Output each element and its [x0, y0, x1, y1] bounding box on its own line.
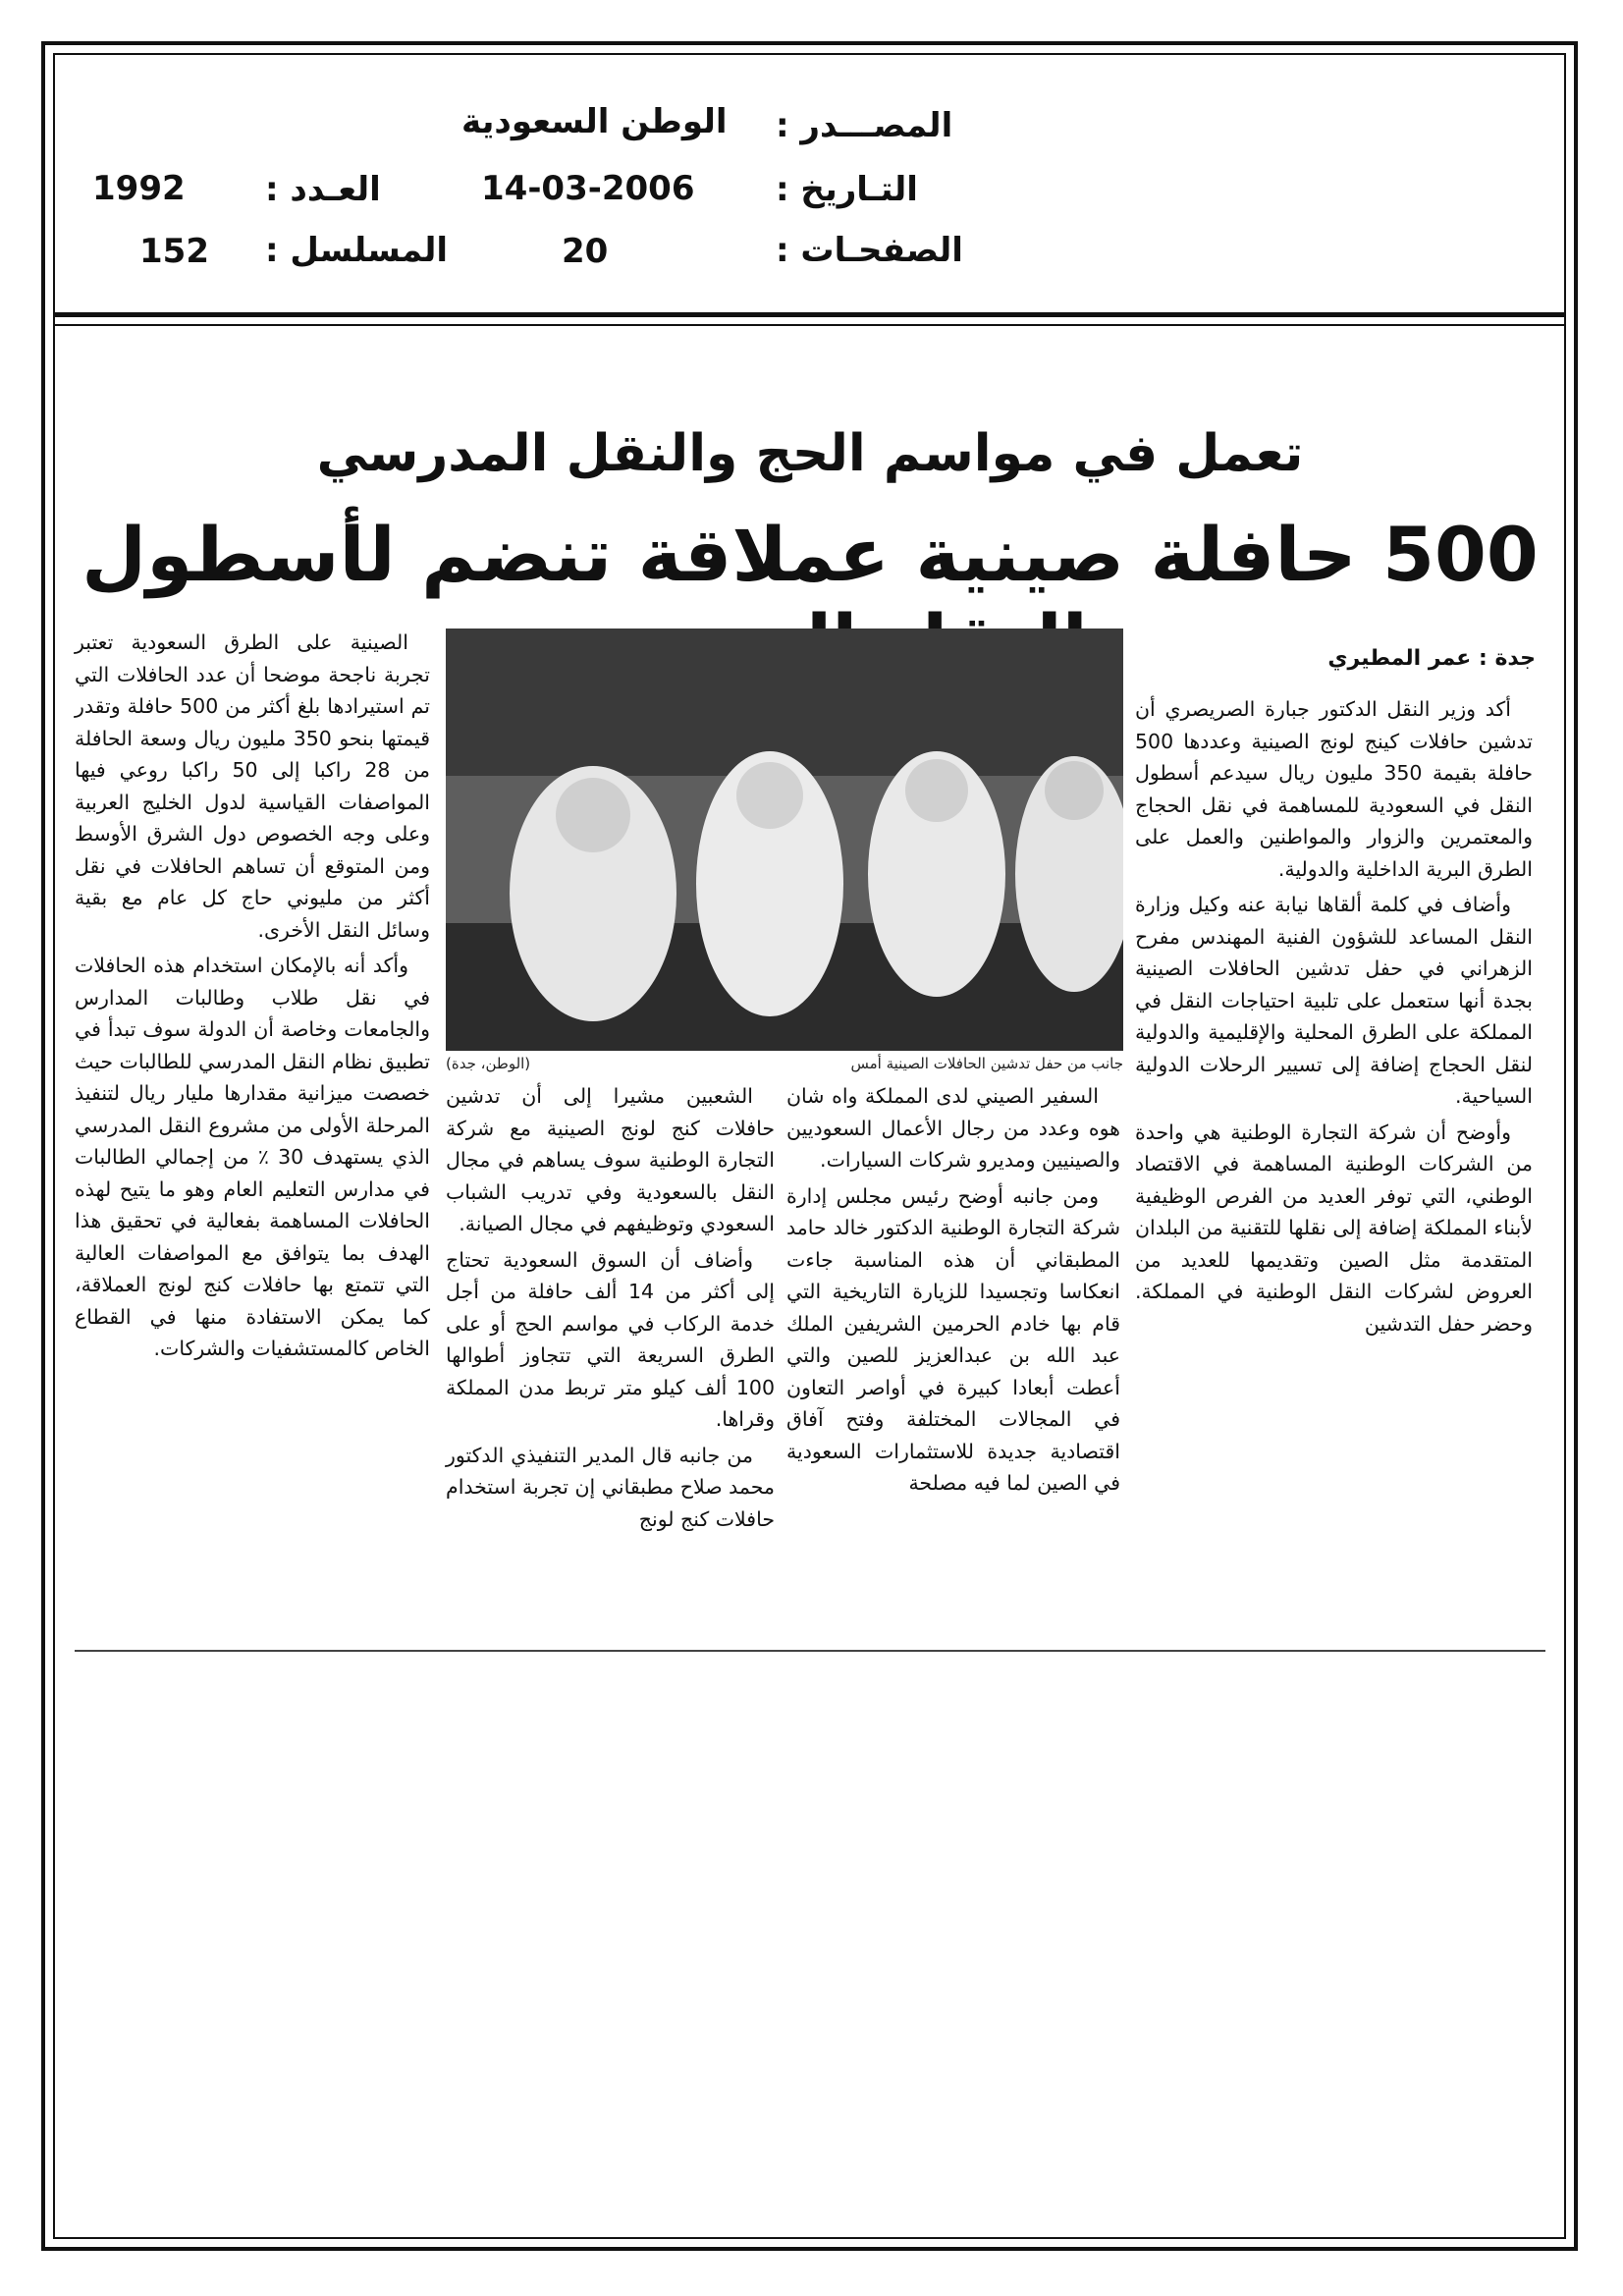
paragraph: ومن جانبه أوضح رئيس مجلس إدارة شركة التجارة الوطنية الدكتور خالد حامد المطبقاني أن هذه المناسبة جاءت انعكاسا وتجسيدا للزيارة التاريخية التي قام بها خادم الحرمين الشريفين الملك عبد الله بن عبدالعزيز للصين والتي أعطت أبعادا كبيرة في أواصر التعاون في المجالات المختلفة وفتح آفاق اقتصادية جديدة للاستثمارات السعودية في الصين لما فيه مصلحة — [786, 1183, 1120, 1495]
paragraph: الصينية على الطرق السعودية تعتبر تجربة ناجحة موضحا أن عدد الحافلات التي تم استيرادها بلغ أكثر من 500 حافلة وتقدر قيمتها بنحو 350 مليون ريال وسعة الحافلة من 28 راكبا إلى 50 راكبا روعي فيها المواصفات القياسية لدول الخليج العربية وعلى وجه الخصوص دول الشرق الأوسط ومن المتوقع أن تساهم الحافلات في نقل أكثر من مليوني حاج كل عام مع بقية وسائل النقل الأخرى. — [75, 630, 431, 942]
paragraph: الشعبين مشيرا إلى أن تدشين حافلات كنج لونج الصينية مع شركة التجارة الوطنية سوف يساهم في مجال النقل بالسعودية وفي تدريب الشباب السعودي وتوظيفهم في مجال الصيانة. — [446, 1084, 775, 1235]
paragraph: من جانبه قال المدير التنفيذي الدكتور محمد صلاح مطبقاني إن تجربة استخدام حافلات كنج لونج — [446, 1443, 775, 1531]
issue-label: العـدد : — [265, 170, 381, 209]
article-byline: جدة : عمر المطيري — [1327, 646, 1536, 671]
article-column-4 — [75, 627, 430, 1369]
article-column-3 — [446, 1080, 775, 1539]
article-clipping — [75, 363, 1545, 1652]
article-column-2 — [786, 1080, 1120, 1503]
paragraph: وأضاف في كلمة ألقاها نيابة عنه وكيل وزارة النقل المساعد للشؤون الفنية المهندس مفرح الزهراني في حفل تدشين الحافلات الصينية بجدة أنها ستعمل على تلبية احتياجات النقل في المملكة على الطرق المحلية والإقليمية والدولية لنقل الحجاج إضافة إلى تسيير الرحلات الدولية السياحية. — [1135, 893, 1533, 1108]
article-headline: 500 حافلة صينية عملاقة تنضم لأسطول — [81, 511, 1539, 598]
pages-value: 20 — [562, 232, 609, 271]
paragraph: وأضاف أن السوق السعودية تحتاج إلى أكثر من 14 ألف حافلة من أجل خدمة الركاب في مواسم الحج أو على الطرق السريعة التي تتجاوز أطوالها 100 ألف كيلو متر تربط مدن المملكة وقراها. — [446, 1247, 775, 1431]
serial-label: المسلسل : — [265, 231, 449, 270]
photo-caption: جانب من حفل تدشين الحافلات الصينية أمس — [850, 1055, 1123, 1072]
source-label: المصـــدر : — [776, 106, 953, 145]
article-kicker: تعمل في مواسم الحج والنقل المدرسي — [316, 424, 1304, 483]
source-value: الوطن السعودية — [461, 102, 728, 141]
header-divider — [53, 312, 1566, 317]
date-label: التـاريخ : — [776, 170, 918, 209]
article-column-1 — [1135, 693, 1533, 1343]
header-divider-thin — [53, 324, 1566, 326]
issue-value: 1992 — [92, 169, 186, 208]
paragraph: وأوضح أن شركة التجارة الوطنية هي واحدة من الشركات الوطنية المساهمة في الاقتصاد الوطني، التي توفر العديد من الفرص الوظيفية لأبناء المملكة إضافة إلى نقلها للتقنية من البلدان المتقدمة مثل الصين وتقديمها للعديد من العروض لشركات النقل الوطنية في المملكة. وحضر حفل التدشين — [1135, 1120, 1533, 1336]
photo-image — [446, 629, 1123, 1051]
article-photo — [446, 629, 1123, 1051]
date-value: 14-03-2006 — [481, 169, 695, 208]
pages-label: الصفحـات : — [776, 231, 963, 270]
photo-credit: (الوطن، جدة) — [446, 1055, 531, 1072]
paragraph: أكد وزير النقل الدكتور جبارة الصريصري أن تدشين حافلات كينج لونج الصينية وعددها 500 حافلة بقيمة 350 مليون ريال سيدعم أسطول النقل في السعودية للمساهمة في نقل الحجاج والمعتمرين والزوار والمواطنين والعمل على الطرق البرية الداخلية والدولية. — [1135, 697, 1533, 881]
paragraph: السفير الصيني لدى المملكة واه شان هوه وعدد من رجال الأعمال السعوديين والصينيين ومديرو شركات السيارات. — [786, 1084, 1120, 1172]
paragraph: وأكد أنه بالإمكان استخدام هذه الحافلات في نقل طلاب وطالبات المدارس والجامعات وخاصة أن الدولة سوف تبدأ في تطبيق نظام النقل المدرسي للطالبات حيث خصصت ميزانية مقدارها مليار ريال لتنفيذ المرحلة الأولى من مشروع النقل المدرسي الذي يستهدف 30 ٪ من إجمالي الطالبات في مدارس التعليم العام وهو ما يتيح لهذه الحافلات المساهمة بفعالية في تحقيق هذا الهدف بما يتوافق مع المواصفات العالية التي تتمتع بها حافلات كنج لونج العملاقة، كما يمكن الاستفادة منها في القطاع الخاص كالمستشفيات والشركات. — [75, 954, 430, 1360]
serial-value: 152 — [139, 232, 209, 271]
